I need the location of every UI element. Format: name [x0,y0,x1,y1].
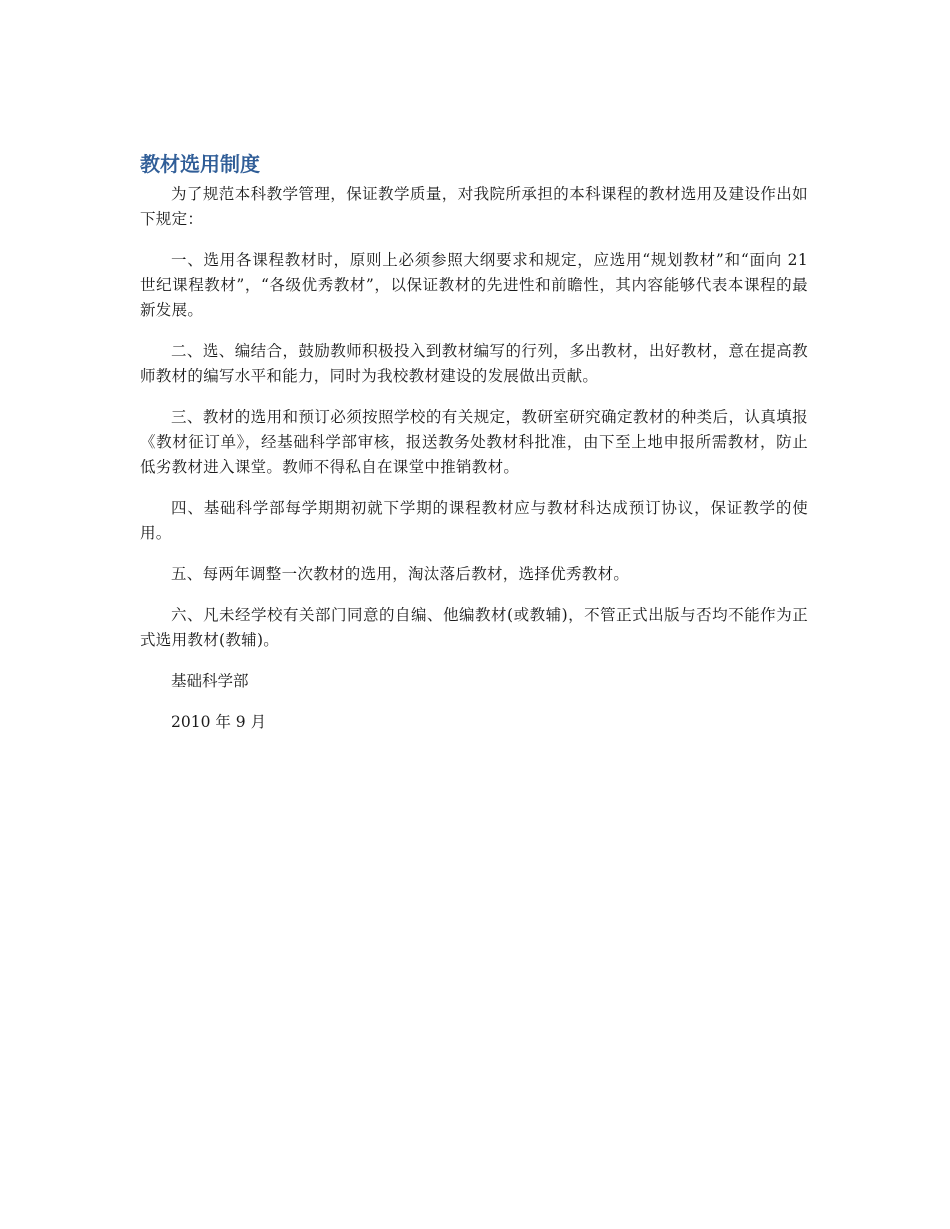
document-title: 教材选用制度 [140,152,260,176]
rule-paragraph-2: 二、选、编结合，鼓励教师积极投入到教材编写的行列，多出教材，出好教材，意在提高教师教材的编写水平和能力，同时为我校教材建设的发展做出贡献。 [140,342,808,385]
rule-paragraph-4: 四、基础科学部每学期期初就下学期的课程教材应与教材科达成预订协议，保证教学的使用。 [140,499,808,542]
intro-paragraph: 为了规范本科教学管理，保证教学质量，对我院所承担的本科课程的教材选用及建设作出如下规定： [140,185,808,228]
rule-paragraph-1: 一、选用各课程教材时，原则上必须参照大纲要求和规定，应选用“规划教材”和“面向 21 世纪课程教材”，“各级优秀教材”，以保证教材的先进性和前瞻性，其内容能够代表本课程的最新发展。 [140,251,808,319]
rule-paragraph-5: 五、每两年调整一次教材的选用，淘汰落后教材，选择优秀教材。 [171,565,630,583]
rule-paragraph-3: 三、教材的选用和预订必须按照学校的有关规定，教研室研究确定教材的种类后，认真填报《教材征订单》，经基础科学部审核，报送教务处教材科批准，由下至上地申报所需教材，防止低劣教材进入课堂。教师不得私自在课堂中推销教材。 [140,408,808,476]
document-date: 2010 年 9 月 [171,713,267,731]
rule-paragraph-6: 六、凡未经学校有关部门同意的自编、他编教材(或教辅)，不管正式出版与否均不能作为正式选用教材(教辅)。 [140,606,808,649]
document-body [140,150,808,751]
department-signature: 基础科学部 [171,672,249,690]
